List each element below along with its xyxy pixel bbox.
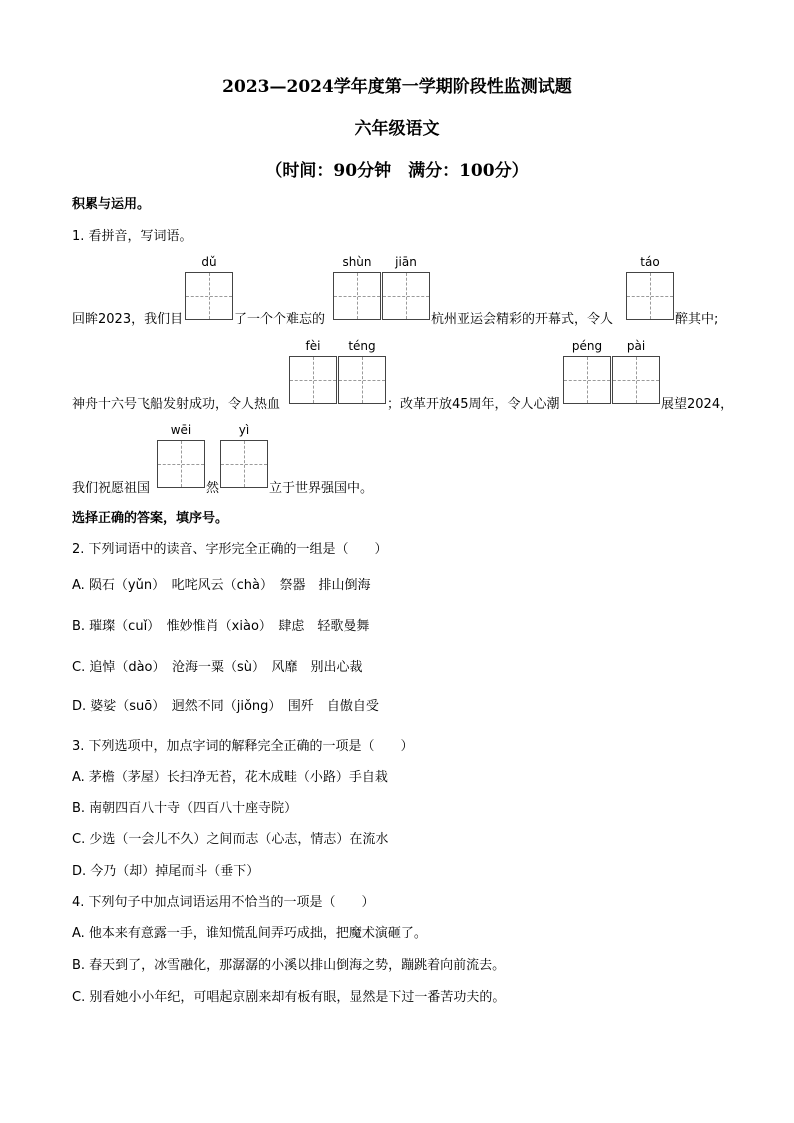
q1-line2-seg2: ；改革开放45周年，令人心潮 <box>387 397 560 412</box>
q2-option-b[interactable]: B. 璀璨（cuǐ） 惟妙惟肖（xiào） 肆虑 轻歌曼舞 <box>72 619 370 634</box>
section-heading-choice: 选择正确的答案，填序号。 <box>72 511 229 526</box>
pinyin-jian: jiān <box>395 255 417 269</box>
q1-line3-seg1: 我们祝愿祖国 <box>72 481 151 496</box>
q2-option-d[interactable]: D. 婆娑（suō） 迥然不同（jiǒng） 围歼 自傲自受 <box>72 699 379 714</box>
question-2-prompt: 2. 下列词语中的读音、字形完全正确的一组是（ ） <box>72 542 388 557</box>
answer-box-shun[interactable] <box>333 272 381 320</box>
pinyin-teng: téng <box>348 339 376 353</box>
answer-box-du[interactable] <box>185 272 233 320</box>
q2-option-a[interactable]: A. 陨石（yǔn） 叱咤风云（chà） 祭器 排山倒海 <box>72 578 371 593</box>
q1-line2-seg1: 神舟十六号飞船发射成功，令人热血 <box>72 397 281 412</box>
q1-line1-seg2: 了一个个难忘的 <box>234 312 326 327</box>
time-score-info: （时间：90分钟 满分：100分） <box>265 161 529 181</box>
pinyin-yi: yì <box>238 423 250 437</box>
q3-option-a[interactable]: A. 茅檐（茅屋）长扫净无苔，花木成畦（小路）手自栽 <box>72 770 388 785</box>
answer-box-fei[interactable] <box>289 356 337 404</box>
q3-option-d[interactable]: D. 今乃（却）掉尾而斗（垂下） <box>72 864 260 879</box>
q1-line1-seg4: 醉其中; <box>675 312 719 327</box>
pinyin-du: dǔ <box>201 255 217 269</box>
answer-box-teng[interactable] <box>338 356 386 404</box>
grade-subject: 六年级语文 <box>354 119 440 139</box>
pinyin-peng: péng <box>571 339 603 353</box>
answer-box-tao[interactable] <box>626 272 674 320</box>
q4-option-c[interactable]: C. 别看她小小年纪，可唱起京剧来却有板有眼，显然是下过一番苦功夫的。 <box>72 990 506 1005</box>
pinyin-wei: wēi <box>170 423 192 437</box>
answer-box-wei[interactable] <box>157 440 205 488</box>
question-4-prompt: 4. 下列句子中加点词语运用不恰当的一项是（ ） <box>72 895 375 910</box>
q1-line1-seg1: 回眸2023，我们目 <box>72 312 184 327</box>
q3-option-b[interactable]: B. 南朝四百八十寺（四百八十座寺院） <box>72 801 298 816</box>
answer-box-peng[interactable] <box>563 356 611 404</box>
pinyin-fei: fèi <box>305 339 321 353</box>
q4-option-a[interactable]: A. 他本来有意露一手，谁知慌乱间弄巧成拙，把魔术演砸了。 <box>72 926 427 941</box>
section-heading-accumulation: 积累与运用。 <box>72 197 151 212</box>
page-title: 2023—2024学年度第一学期阶段性监测试题 <box>222 77 572 97</box>
q1-line3-seg3: 立于世界强国中。 <box>269 481 374 496</box>
pinyin-pai: pài <box>626 339 646 353</box>
answer-box-yi[interactable] <box>220 440 268 488</box>
q3-option-c[interactable]: C. 少选（一会儿不久）之间而志（心志，情志）在流水 <box>72 832 389 847</box>
q1-line2-seg3: 展望2024， <box>661 397 734 412</box>
answer-box-jian[interactable] <box>382 272 430 320</box>
pinyin-shun: shùn <box>342 255 372 269</box>
question-3-prompt: 3. 下列选项中，加点字词的解释完全正确的一项是（ ） <box>72 739 414 754</box>
q2-option-c[interactable]: C. 追悼（dào） 沧海一粟（sù） 风靡 别出心裁 <box>72 660 363 675</box>
q4-option-b[interactable]: B. 春天到了，冰雪融化，那潺潺的小溪以排山倒海之势，蹦跳着向前流去。 <box>72 958 506 973</box>
pinyin-tao: táo <box>640 255 660 269</box>
answer-box-pai[interactable] <box>612 356 660 404</box>
q1-line1-seg3: 杭州亚运会精彩的开幕式，令人 <box>431 312 614 327</box>
q1-line3-seg2: 然 <box>206 481 220 496</box>
question-1-prompt: 1. 看拼音，写词语。 <box>72 229 193 244</box>
